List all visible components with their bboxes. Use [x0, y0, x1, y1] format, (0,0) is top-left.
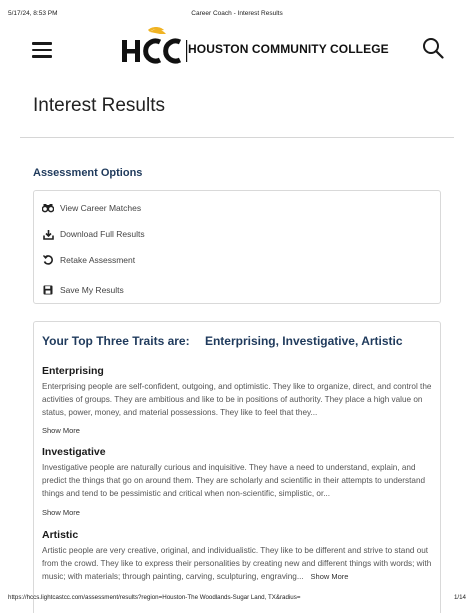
top-traits-heading-lead: Your Top Three Traits are:: [42, 334, 190, 348]
print-url: https://hccs.lightcastcc.com/assessment/results?region=Houston-The Woodlands-Sugar Land, TX&radius=: [8, 594, 301, 601]
save-icon: [42, 284, 54, 296]
print-datetime: 5/17/24, 8:53 PM: [8, 10, 58, 17]
logo-text: HOUSTON COMMUNITY COLLEGE: [188, 42, 389, 56]
show-more-artistic-link[interactable]: Show More: [310, 572, 349, 582]
option-label: View Career Matches: [60, 203, 142, 213]
option-label: Retake Assessment: [60, 255, 136, 265]
trait-name-investigative: Investigative: [42, 446, 106, 458]
print-footer: [8, 594, 466, 604]
trait-description-enterprising: Enterprising people are self-confident, outgoing, and optimistic. They like to organize, direct, and control the activities of groups. They are ambitious and like to be in positions of authority. They place a high value on status, power, money, and material possessions. They like to feel that they...: [42, 382, 432, 418]
view-career-matches-link[interactable]: [42, 202, 141, 214]
option-label: Save My Results: [60, 285, 124, 295]
show-more-investigative-link[interactable]: Show More: [42, 508, 80, 517]
top-traits-list: Enterprising, Investigative, Artistic: [204, 334, 403, 348]
trait-description-artistic-text: Artistic people are very creative, original, and individualistic. They like to be different and strive to stand out from the crowd. They like to express their personalities by creating new and different things with words; with music; with materials; through painting, carving, sculpturing, engraving...: [42, 546, 432, 582]
redo-icon: [42, 254, 54, 266]
binoculars-icon: [42, 202, 54, 214]
divider: [20, 137, 454, 138]
trait-name-artistic: Artistic: [42, 529, 79, 541]
top-traits-heading: [42, 334, 403, 348]
download-full-results-link[interactable]: [42, 228, 145, 240]
option-label: Download Full Results: [60, 229, 145, 239]
search-icon[interactable]: [422, 37, 444, 59]
trait-description-artistic: [42, 544, 434, 584]
hcc-logo-mark: [120, 26, 190, 74]
retake-assessment-link[interactable]: [42, 254, 135, 266]
download-icon: [42, 228, 54, 240]
assessment-options-panel: [33, 190, 441, 304]
top-traits-panel: [33, 321, 441, 613]
hcc-logo[interactable]: [120, 26, 389, 74]
trait-name-enterprising: Enterprising: [42, 365, 104, 377]
page-title: Interest Results: [33, 95, 165, 116]
print-page-number: 1/14: [453, 594, 466, 601]
site-header: [0, 26, 474, 76]
show-more-enterprising-link[interactable]: Show More: [42, 426, 80, 435]
print-page-title: Career Coach - Interest Results: [191, 10, 283, 17]
menu-icon[interactable]: [32, 42, 52, 58]
assessment-options-heading: Assessment Options: [33, 167, 143, 179]
save-my-results-link[interactable]: [42, 284, 124, 296]
print-header: [8, 10, 466, 20]
trait-description-investigative: Investigative people are naturally curious and inquisitive. They have a need to understand, explain, and predict the things that go on around them. They are scholarly and scientific in their attempts to understand things and tend to be pessimistic and critical when non-scientific, simplistic, or...: [42, 463, 426, 499]
